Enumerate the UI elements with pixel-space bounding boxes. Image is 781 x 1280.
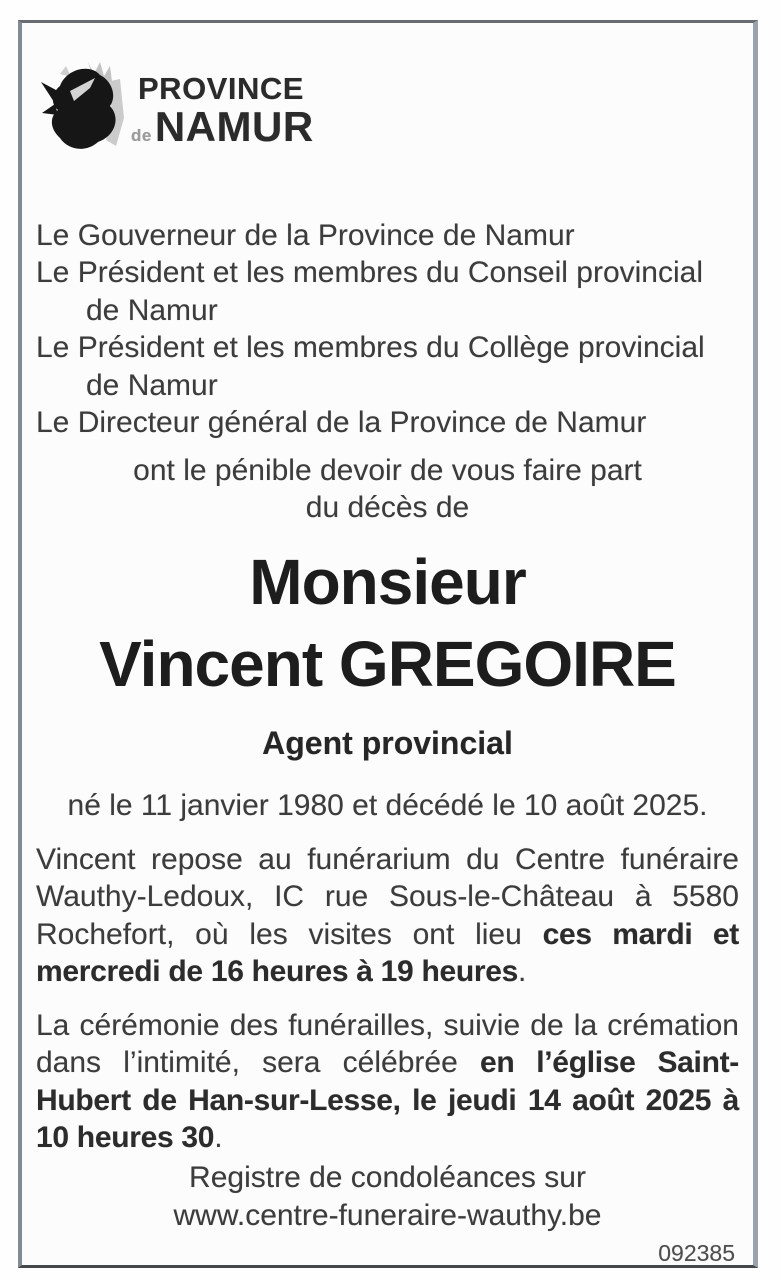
announcer-line-wrap: de Namur	[86, 368, 218, 402]
condolence-register-line: Registre de condoléances sur	[189, 1160, 586, 1194]
deceased-role: Agent provincial	[262, 724, 513, 761]
announcer-line	[36, 254, 739, 329]
deceased-headline	[36, 541, 739, 705]
intro-line-2: du décès de	[305, 491, 470, 524]
deceased-name: Vincent GREGOIRE	[99, 627, 676, 700]
announcers-list	[36, 217, 739, 442]
logo-line-namur: NAMUR	[154, 103, 314, 150]
logo-line-province: PROVINCE	[138, 71, 304, 106]
announcer-line-wrap: de Namur	[86, 293, 218, 327]
death-notice-card	[18, 20, 758, 1268]
announcer-line	[36, 404, 739, 442]
ceremony-period: .	[214, 1121, 223, 1154]
visitation-schedule-bold: ces mardi et mercredi de 16 heures à 19 heures	[36, 917, 739, 988]
announcer-line	[36, 217, 739, 255]
visitation-paragraph	[36, 841, 739, 991]
condolence-register	[36, 1159, 739, 1235]
intro-lines	[36, 452, 739, 527]
province-namur-logotype	[131, 60, 314, 155]
announcer-line-text: Le Président et les membres du Conseil provincial	[36, 256, 703, 289]
province-namur-logo	[40, 60, 739, 155]
intro-line-1: ont le pénible devoir de vous faire part	[133, 453, 642, 487]
announcer-line-text: Le Directeur général de la Province de Namur	[36, 406, 647, 439]
deceased-title: Monsieur	[249, 545, 526, 618]
visitation-period: .	[518, 955, 527, 988]
ceremony-text: La cérémonie des funérailles, suivie de la crémation dans l’intimité, sera célébrée	[36, 1008, 739, 1079]
announcer-line-text: Le Gouverneur de la Province de Namur	[36, 218, 575, 252]
condolence-website: www.centre-funeraire-wauthy.be	[173, 1198, 602, 1232]
province-namur-emblem-icon	[40, 60, 128, 152]
logo-de: de	[131, 126, 152, 145]
reference-number: 092385	[658, 1239, 735, 1266]
life-dates: né le 11 janvier 1980 et décédé le 10 août 2025.	[67, 789, 708, 822]
announcer-line-text: Le Président et les membres du Collège provincial	[36, 331, 705, 364]
announcer-line	[36, 329, 739, 404]
visitation-text: Vincent repose au funérarium du Centre funéraire Wauthy-Ledoux, IC rue Sous-le-Château à 5580 Rochefort, où les visites ont lieu	[36, 842, 739, 951]
ceremony-paragraph	[36, 1007, 739, 1157]
ceremony-details-bold: en l’église Saint-Hubert de Han-sur-Lesse, le jeudi 14 août 2025 à 10 heures 30	[36, 1046, 739, 1154]
